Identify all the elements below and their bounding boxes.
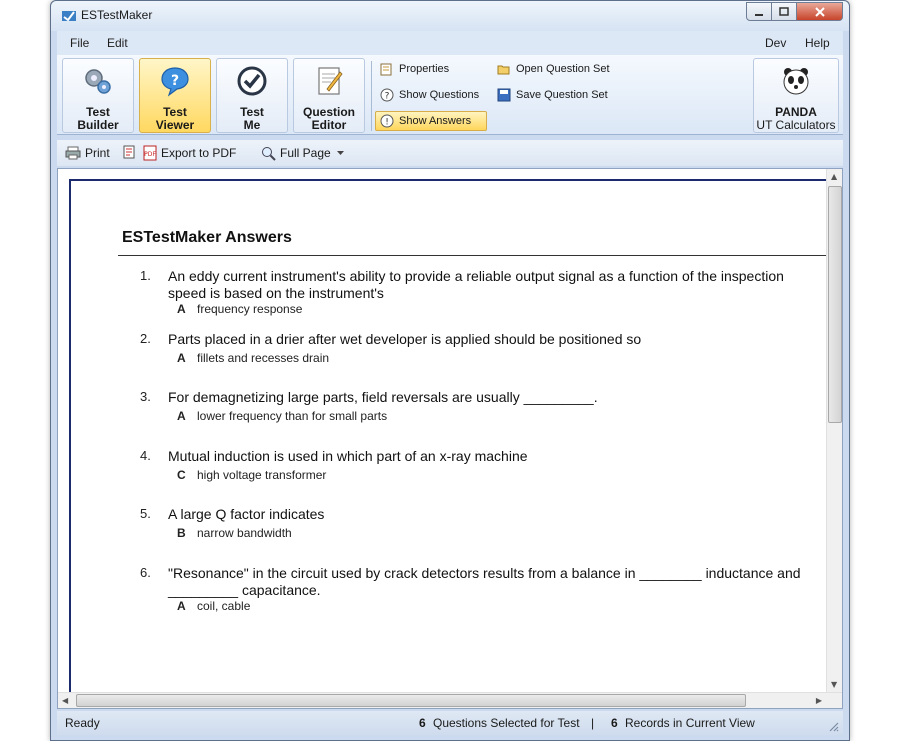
question-editor-label-1: Question (302, 105, 355, 119)
answer-text: high voltage transformer (197, 468, 327, 482)
question-text: _________ capacitance. (168, 582, 321, 598)
folder-open-icon (497, 62, 511, 76)
app-icon (61, 9, 77, 23)
page-setup-icon[interactable] (123, 145, 135, 159)
scroll-right-icon[interactable]: ▶ (815, 696, 822, 705)
menu-file[interactable]: File (70, 36, 90, 50)
question-text: For demagnetizing large parts, field reversals are usually _________. (168, 389, 598, 405)
chevron-down-icon (337, 151, 344, 155)
document-pencil-icon (313, 65, 345, 97)
maximize-icon (779, 7, 789, 17)
test-me-button[interactable] (216, 58, 288, 133)
svg-text:?: ? (384, 91, 390, 102)
close-icon (815, 7, 825, 17)
floppy-disk-icon (497, 88, 511, 102)
panda-ut-calculators-button[interactable] (753, 58, 839, 133)
answer-text: lower frequency than for small parts (197, 409, 388, 423)
vertical-scroll-thumb[interactable] (828, 186, 842, 423)
horizontal-scrollbar[interactable] (58, 692, 842, 708)
zoom-label: Full Page (280, 146, 331, 160)
menu-edit[interactable]: Edit (107, 36, 128, 50)
preview-toolbar (57, 140, 843, 166)
magnifier-icon (261, 146, 276, 161)
scroll-down-icon[interactable]: ▼ (831, 680, 838, 689)
question-bubble-icon (159, 65, 191, 97)
question-number: 1. (140, 268, 151, 283)
question-text: An eddy current instrument's ability to provide a reliable output signal as a function of the inspection (168, 268, 784, 284)
question-text: "Resonance" in the circuit used by crack detectors results from a balance in ________ inductance and (168, 565, 801, 581)
show-answers-button[interactable] (375, 111, 487, 131)
printer-icon (65, 146, 81, 160)
window-title: ESTestMaker (81, 8, 153, 22)
question-number: 3. (140, 389, 151, 404)
gears-icon (82, 65, 114, 97)
panda-label: PANDA (775, 105, 817, 119)
minimize-icon (754, 7, 764, 17)
show-questions-label: Show Questions (399, 89, 480, 101)
scroll-left-icon[interactable]: ◀ (62, 696, 69, 705)
show-questions-button[interactable] (375, 85, 484, 105)
zoom-dropdown[interactable] (261, 144, 348, 162)
answer-letter: A (177, 599, 186, 613)
question-circle-icon (380, 88, 394, 102)
save-question-set-label: Save Question Set (516, 89, 608, 101)
document-viewer (57, 168, 843, 709)
properties-icon (380, 62, 394, 76)
answer-letter: B (177, 526, 186, 540)
answer-text: frequency response (197, 302, 303, 316)
question-text: Mutual induction is used in which part of an x-ray machine (168, 448, 528, 464)
test-builder-label-1: Test (86, 105, 110, 119)
status-separator: | (591, 716, 595, 730)
answer-text: coil, cable (197, 599, 251, 613)
menu-dev[interactable]: Dev (765, 36, 787, 50)
export-to-pdf-button[interactable] (143, 144, 236, 162)
horizontal-scroll-thumb[interactable] (76, 694, 746, 707)
vertical-scrollbar[interactable] (826, 169, 842, 692)
question-number: 6. (140, 565, 151, 580)
test-viewer-label-1: Test (163, 105, 187, 119)
menu-bar (57, 31, 843, 55)
records-count: 6 (611, 716, 618, 730)
question-text: A large Q factor indicates (168, 506, 325, 522)
status-ready: Ready (65, 716, 100, 730)
ribbon (57, 55, 843, 135)
question-text: Parts placed in a drier after wet developer is applied should be positioned so (168, 331, 642, 347)
test-me-label-2: Me (243, 118, 261, 132)
question-editor-button[interactable] (293, 58, 365, 133)
test-viewer-label-2: Viewer (155, 118, 195, 132)
answer-letter: A (177, 302, 186, 316)
records-label: Records in Current View (625, 716, 755, 730)
close-button[interactable] (797, 2, 843, 21)
test-builder-button[interactable] (62, 58, 134, 133)
status-bar (57, 711, 843, 735)
page-title: ESTestMaker Answers (122, 229, 292, 246)
svg-text:!: ! (385, 117, 389, 128)
answer-letter: A (177, 409, 186, 423)
selected-count: 6 (419, 716, 426, 730)
test-builder-label-2: Builder (77, 118, 119, 132)
exclamation-circle-icon (380, 114, 394, 128)
svg-text:PDF: PDF (144, 151, 156, 158)
panda-icon (780, 65, 812, 97)
open-question-set-label: Open Question Set (516, 63, 610, 75)
properties-label: Properties (399, 63, 450, 75)
export-to-pdf-label: Export to PDF (161, 146, 237, 160)
title-divider (118, 255, 829, 256)
save-question-set-button[interactable] (492, 85, 613, 105)
show-answers-label: Show Answers (399, 115, 472, 127)
question-number: 5. (140, 506, 151, 521)
report-page (69, 179, 829, 699)
question-number: 2. (140, 331, 151, 346)
app-window (50, 0, 850, 741)
question-number: 4. (140, 448, 151, 463)
maximize-button[interactable] (772, 2, 797, 21)
open-question-set-button[interactable] (492, 59, 615, 79)
question-editor-label-2: Editor (311, 118, 347, 132)
answer-letter: C (177, 468, 186, 482)
answer-text: fillets and recesses drain (197, 351, 330, 365)
selected-label: Questions Selected for Test (433, 716, 580, 730)
test-viewer-button[interactable] (139, 58, 211, 133)
answer-text: narrow bandwidth (197, 526, 292, 540)
minimize-button[interactable] (746, 2, 772, 21)
answer-letter: A (177, 351, 186, 365)
menu-help[interactable]: Help (805, 36, 830, 50)
print-label: Print (85, 146, 110, 160)
pdf-icon (143, 145, 157, 161)
test-me-label-1: Test (240, 105, 264, 119)
resize-grip-icon[interactable] (829, 722, 839, 732)
svg-text:?: ? (170, 73, 180, 89)
checkmark-circle-icon (236, 65, 268, 97)
ut-calculators-label: UT Calculators (756, 118, 836, 132)
ribbon-separator (371, 61, 372, 131)
question-text: speed is based on the instrument's (168, 285, 384, 301)
properties-button[interactable] (375, 59, 454, 79)
window-controls (746, 2, 843, 21)
title-bar (51, 1, 849, 31)
scroll-up-icon[interactable]: ▲ (831, 172, 838, 181)
print-button[interactable] (65, 144, 110, 162)
